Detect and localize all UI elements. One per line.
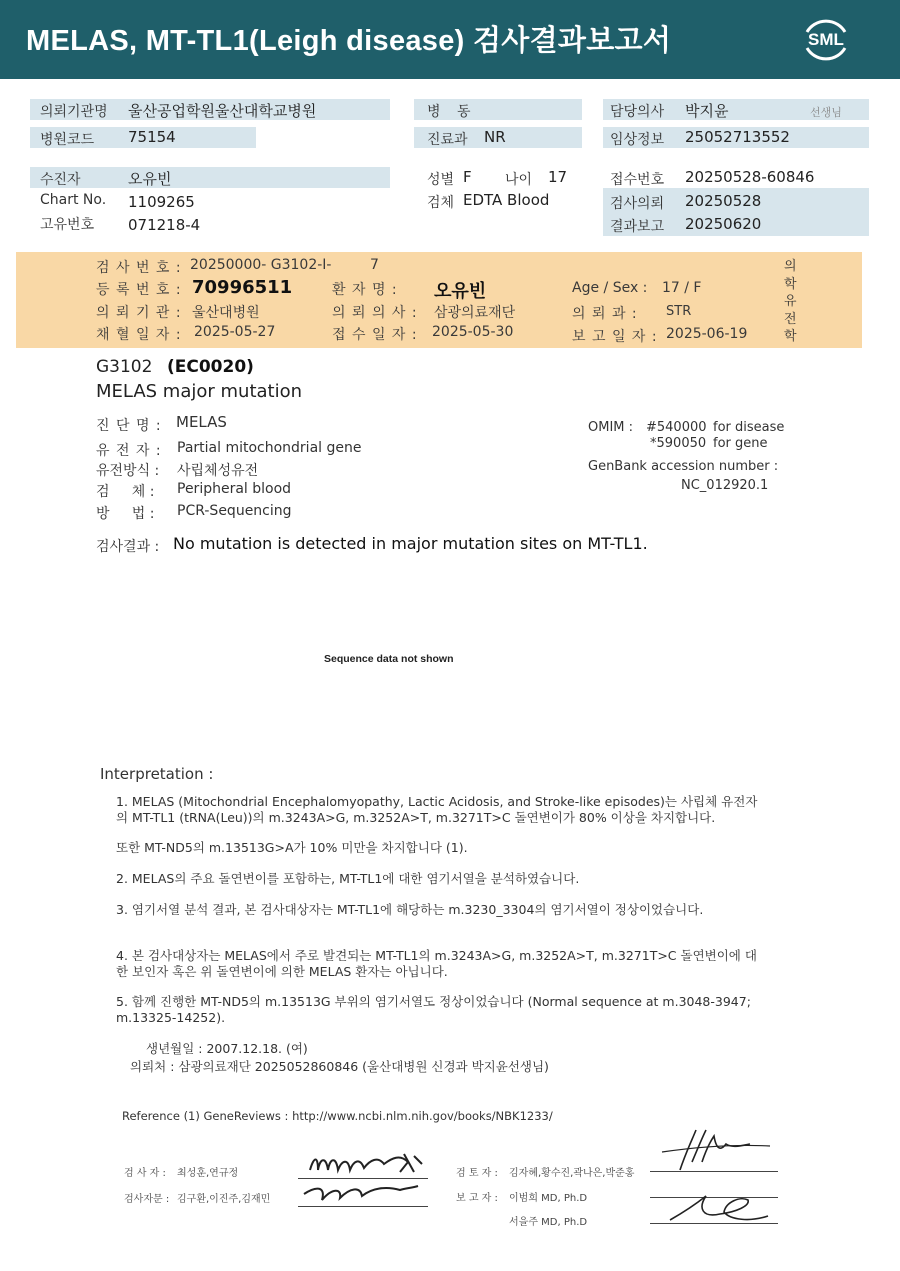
band-patient-value: 오유빈 [434,281,487,302]
omim-label: OMIM : [588,420,634,435]
testers-value: 최성훈,연규정 [177,1168,239,1179]
omim-disease: #540000 [646,420,707,435]
age-value: 17 [548,168,568,186]
band-patient-label: 환 자 명 : [332,282,398,298]
patient-value: 오유빈 [128,170,172,188]
genbank-label: GenBank accession number : [588,459,779,474]
hospital-code-label: 병원코드 [40,132,95,148]
result-date-value: 20250620 [685,215,762,233]
reporter2-value: 서을주 MD, Ph.D [509,1217,588,1228]
chart-label: Chart No. [40,192,107,208]
unique-value: 071218-4 [128,216,201,234]
specimen-type-value: Peripheral blood [177,481,292,497]
inherit-label: 유전방식 : [96,463,160,479]
request-value: 20250528 [685,192,762,210]
reg-value: 70996511 [192,277,293,298]
hospital-value: 울산공업학원울산대학교병원 [128,102,317,120]
omim-disease-label: for disease [713,420,785,435]
interp-p1b: 또한 MT-ND5의 m.13513G>A가 10% 미만을 차지합니다 (1). [116,840,468,855]
report-date-value: 2025-06-19 [666,326,748,342]
specimen-label: 검체 [427,195,455,211]
omim-gene: *590050 [650,436,707,451]
dept-vertical-label: 의 학 유 전 학 [784,259,797,344]
result-date-label: 결과보고 [610,219,665,235]
dob-line: 생년월일 : 2007.12.18. (여) [146,1041,308,1056]
test-code-paren: (EC0020) [167,357,254,377]
collect-label: 채 혈 일 자 : [96,327,182,343]
omim-gene-label: for gene [713,436,768,451]
report-header [0,0,900,79]
report-date-label: 보 고 일 자 : [572,329,658,345]
receipt-value: 20250528-60846 [685,168,815,186]
reg-label: 등 록 번 호 : [96,282,182,298]
genbank-value: NC_012920.1 [681,478,769,493]
collect-value: 2025-05-27 [194,324,276,340]
tester-signature [296,1142,436,1214]
reviewers-label: 검 토 자 : [456,1168,498,1179]
test-code: G3102 [96,357,153,377]
test-no-suffix: 7 [370,257,379,273]
agesex-label: Age / Sex : [572,280,648,296]
age-label: 나이 [505,172,533,188]
receive-label: 접 수 일 자 : [332,327,418,343]
dept-label: 진료과 [427,132,468,148]
hospital-code-value: 75154 [128,128,176,146]
sml-logo [797,14,855,64]
chart-value: 1109265 [128,193,195,211]
lab-info-band [16,252,862,348]
reviewers-value: 김자혜,황수진,곽나은,박준홍 [509,1168,635,1179]
test-no-label: 검 사 번 호 : [96,260,182,276]
reference: Reference (1) GeneReviews : http://www.ncbi.nlm.nih.gov/books/NBK1233/ [122,1109,553,1123]
test-name: MELAS major mutation [96,381,303,402]
result-label: 검사결과 : [96,539,160,555]
ward-label: 병 동 [427,104,477,120]
report-title: MELAS, MT-TL1(Leigh disease) 검사결과보고서 [26,25,672,57]
interp-p2: 2. MELAS의 주요 돌연변이를 포함하는, MT-TL1에 대한 염기서열을 분석하였습니다. [116,871,580,886]
interp-p1: 1. MELAS (Mitochondrial Encephalomyopathy, Lactic Acidosis, and Stroke-like episodes)는 사립체 유전자의 MT-TL1 (tRNA(Leu))의 m.3243A>G, m.3252A>T, m.3271T>C 돌연변이가 80% 이상을 차지합니다. [116,794,758,825]
specimen-type-label: 검 체 : [96,484,155,500]
reqdept-value: STR [666,304,692,319]
result-text: No mutation is detected in major mutation sites on MT-TL1. [173,534,648,553]
interp-p4: 4. 본 검사대상자는 MELAS에서 주로 발견되는 MT-TL1의 m.3243A>G, m.3252A>T, m.3271T>C 돌연변이에 대한 보인자 혹은 위 돌연변이에 의한 MELAS 환자는 아닙니다. [116,948,757,979]
doctor-label: 담당의사 [610,104,665,120]
clinical-label: 임상정보 [610,132,665,148]
reporters-label: 보 고 자 : [456,1193,498,1204]
reqdoc-value: 삼광의료재단 [434,305,516,321]
method-value: PCR-Sequencing [177,503,292,519]
request-label: 검사의뢰 [610,196,665,212]
interp-p5: 5. 함께 진행한 MT-ND5의 m.13513G 부위의 염기서열도 정상이었습니다 (Normal sequence at m.3048-3947; m.13325-14252). [116,994,751,1025]
interp-p3: 3. 염기서열 분석 결과, 본 검사대상자는 MT-TL1에 해당하는 m.3230_3304의 염기서열이 정상이었습니다. [116,902,704,917]
specimen-value: EDTA Blood [463,191,550,209]
hospital-label: 의뢰기관명 [40,104,108,120]
receipt-label: 접수번호 [610,172,665,188]
patient-label: 수진자 [40,172,81,188]
sequence-note: Sequence data not shown [324,653,454,665]
advisors-label: 검사자문 : [124,1194,170,1205]
client-line: 의뢰처 : 삼광의료재단 2025052860846 (울산대병원 신경과 박지윤선생님) [130,1059,549,1074]
gene-label: 유 전 자 : [96,443,162,459]
testers-label: 검 사 자 : [124,1168,166,1179]
doctor-suffix: 선생님 [810,106,842,119]
reviewer-signature [640,1122,790,1232]
reporter1-value: 이범희 MD, Ph.D [509,1193,588,1204]
inst-label: 의 뢰 기 관 : [96,305,182,321]
reqdept-label: 의 뢰 과 : [572,306,638,322]
svg-text:SML: SML [808,30,844,49]
doctor-value: 박지윤 [685,102,729,120]
inst-value: 울산대병원 [192,305,260,321]
sex-label: 성별 [427,172,455,188]
gene-value: Partial mitochondrial gene [177,440,362,456]
agesex-value: 17 / F [662,280,702,296]
unique-label: 고유번호 [40,217,95,233]
interpretation-heading: Interpretation : [100,765,214,783]
clinical-value: 25052713552 [685,128,790,146]
method-label: 방 법 : [96,506,155,522]
sex-value: F [463,168,472,186]
reqdoc-label: 의 뢰 의 사 : [332,305,418,321]
advisors-value: 김구환,이진주,김재민 [177,1194,271,1205]
diag-label: 진 단 명 : [96,418,162,434]
receive-value: 2025-05-30 [432,324,514,340]
dept-value: NR [484,128,506,146]
diag-value: MELAS [176,413,227,431]
inherit-value: 사립체성유전 [177,463,259,479]
patient-row [30,167,390,188]
test-no-value: 20250000- G3102-I- [190,257,332,273]
